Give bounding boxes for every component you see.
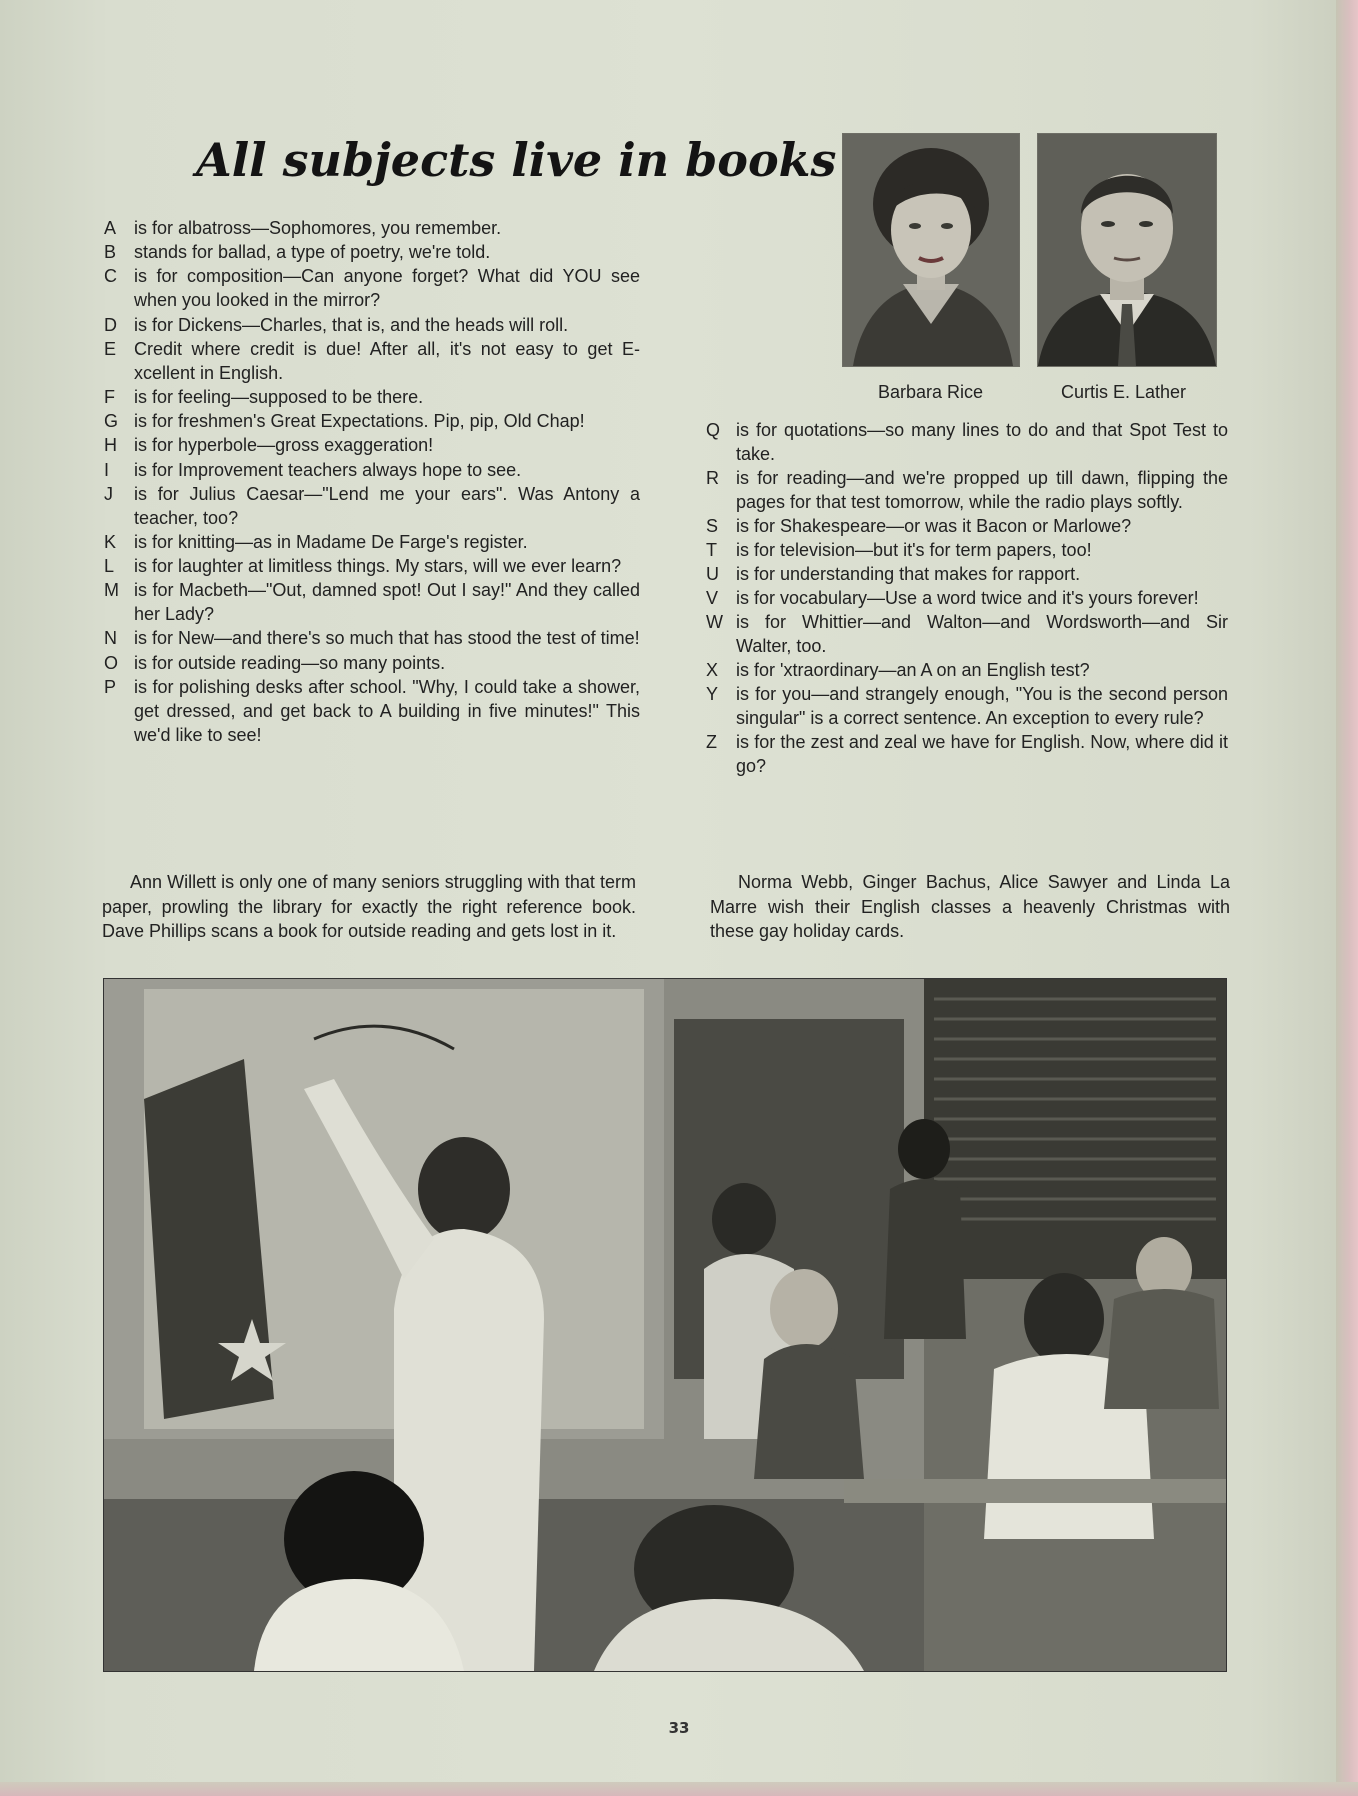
entry-letter: P [104, 676, 117, 697]
photo-caption-right: Norma Webb, Ginger Bachus, Alice Sawyer and Linda La Marre wish their English classes a heavenly Christmas with these gay holiday cards. [710, 872, 1230, 941]
portrait-man-image [1038, 134, 1216, 366]
entry-letter: Z [706, 732, 717, 752]
alphabet-entry [104, 651, 640, 675]
alphabet-entry [104, 530, 640, 554]
entry-text: is for 'xtraordinary—an A on an English test? [736, 660, 1090, 680]
entry-text: is for quotations—so many lines to do and that Spot Test to take. [736, 420, 1228, 464]
alphabet-entry [104, 385, 640, 409]
entry-text: is for Dickens—Charles, that is, and the heads will roll. [134, 314, 569, 335]
page-edge-right [1336, 0, 1358, 1796]
portrait-caption-1: Barbara Rice [878, 382, 984, 402]
alphabet-entry [104, 458, 640, 482]
entry-text: is for outside reading—so many points. [134, 652, 446, 673]
entry-text: is for freshmen's Great Expectations. Pip, pip, Old Chap! [134, 411, 585, 432]
entry-letter: U [706, 564, 719, 584]
entry-text: is for vocabulary—Use a word twice and it's yours forever! [736, 588, 1199, 608]
entry-text: is for feeling—supposed to be there. [134, 386, 424, 407]
entry-letter: V [706, 588, 719, 608]
entry-letter: K [104, 531, 117, 552]
alphabet-entry [706, 730, 1228, 778]
entry-text: is for understanding that makes for rapport. [736, 564, 1081, 584]
entry-letter: R [706, 468, 719, 488]
entry-letter: O [104, 652, 119, 673]
entry-text: Credit where credit is due! After all, it's not easy to get E-xcellent in English. [134, 338, 640, 383]
entry-letter: Q [706, 420, 721, 440]
alphabet-entry [706, 418, 1228, 466]
alphabet-entry [104, 675, 640, 747]
alphabet-entry [104, 578, 640, 626]
page-number: 33 [668, 1719, 690, 1737]
entry-text: is for reading—and we're propped up till dawn, flipping the pages for that test tomorrow, while the radio plays softly. [736, 468, 1228, 512]
alphabet-entry [706, 538, 1228, 562]
entry-text: is for Improvement teachers always hope to see. [134, 459, 522, 480]
alphabet-entry [104, 216, 640, 240]
entry-letter: D [104, 314, 117, 335]
alphabet-entry [706, 610, 1228, 658]
entry-text: is for Shakespeare—or was it Bacon or Marlowe? [736, 516, 1132, 536]
entry-letter: S [706, 516, 719, 536]
entry-text: is for Julius Caesar—"Lend me your ears". Was Antony a teacher, too? [134, 483, 640, 528]
photo-caption-left: Ann Willett is only one of many seniors struggling with that term paper, prowling the library for exactly the right reference book. Dave Phillips scans a book for outside reading and gets lost in it. [102, 872, 636, 941]
entry-text: is for albatross—Sophomores, you remember. [134, 218, 502, 238]
alphabet-entry [706, 586, 1228, 610]
entry-letter: N [104, 628, 117, 649]
page-title: All subjects live in books [196, 133, 837, 187]
alphabet-entry [104, 409, 640, 433]
alphabet-entry [706, 658, 1228, 682]
entry-letter: Y [706, 684, 719, 704]
alphabet-entry [104, 433, 640, 457]
alphabet-list-right [706, 418, 1228, 778]
entry-text: is for television—but it's for term papers, too! [736, 540, 1092, 560]
entry-letter: I [104, 459, 110, 480]
entry-letter: A [104, 218, 117, 238]
alphabet-entry [104, 482, 640, 530]
portrait-woman-image [843, 134, 1019, 366]
entry-text: is for knitting—as in Madame De Farge's register. [134, 531, 528, 552]
portrait-photo-curtis-lather [1037, 133, 1217, 367]
entry-letter: B [104, 242, 117, 263]
entry-letter: J [104, 483, 113, 504]
entry-text: stands for ballad, a type of poetry, we're told. [134, 242, 491, 263]
alphabet-entry [104, 264, 640, 312]
alphabet-entry [706, 466, 1228, 514]
entry-text: is for the zest and zeal we have for English. Now, where did it go? [736, 732, 1228, 776]
entry-letter: H [104, 435, 117, 456]
entry-text: is for polishing desks after school. "Why, I could take a shower, get dressed, and get back to A building in five minutes!" This we'd like to see! [134, 676, 640, 745]
alphabet-entry [104, 240, 640, 264]
entry-letter: G [104, 411, 119, 432]
portrait-caption-2: Curtis E. Lather [1061, 382, 1187, 402]
entry-text: is for hyperbole—gross exaggeration! [134, 435, 434, 456]
classroom-photo [103, 978, 1227, 1672]
classroom-scene-image [104, 979, 1226, 1671]
entry-letter: F [104, 386, 115, 407]
alphabet-entry [706, 682, 1228, 730]
portrait-photo-barbara-rice [842, 133, 1020, 367]
entry-letter: M [104, 580, 119, 601]
entry-text: is for Macbeth—"Out, damned spot! Out I say!" And they called her Lady? [134, 580, 640, 625]
entry-text: is for New—and there's so much that has stood the test of time! [134, 628, 640, 649]
entry-text: is for laughter at limitless things. My stars, will we ever learn? [134, 556, 622, 577]
entry-letter: W [706, 612, 723, 632]
alphabet-entry [104, 554, 640, 578]
entry-text: is for composition—Can anyone forget? What did YOU see when you looked in the mirror? [134, 266, 640, 311]
entry-letter: E [104, 338, 117, 359]
alphabet-entry [104, 313, 640, 337]
entry-letter: L [104, 556, 115, 577]
entry-letter: X [706, 660, 719, 680]
entry-text: is for you—and strangely enough, "You is the second person singular" is a correct sentence. An exception to every rule? [736, 684, 1228, 728]
alphabet-list-left [104, 216, 640, 747]
alphabet-entry [104, 626, 640, 650]
entry-letter: T [706, 540, 717, 560]
entry-text: is for Whittier—and Walton—and Wordsworth—and Sir Walter, too. [736, 612, 1228, 656]
entry-letter: C [104, 266, 117, 287]
alphabet-entry [104, 337, 640, 385]
page-edge-bottom [0, 1782, 1358, 1796]
alphabet-entry [706, 514, 1228, 538]
alphabet-entry [706, 562, 1228, 586]
